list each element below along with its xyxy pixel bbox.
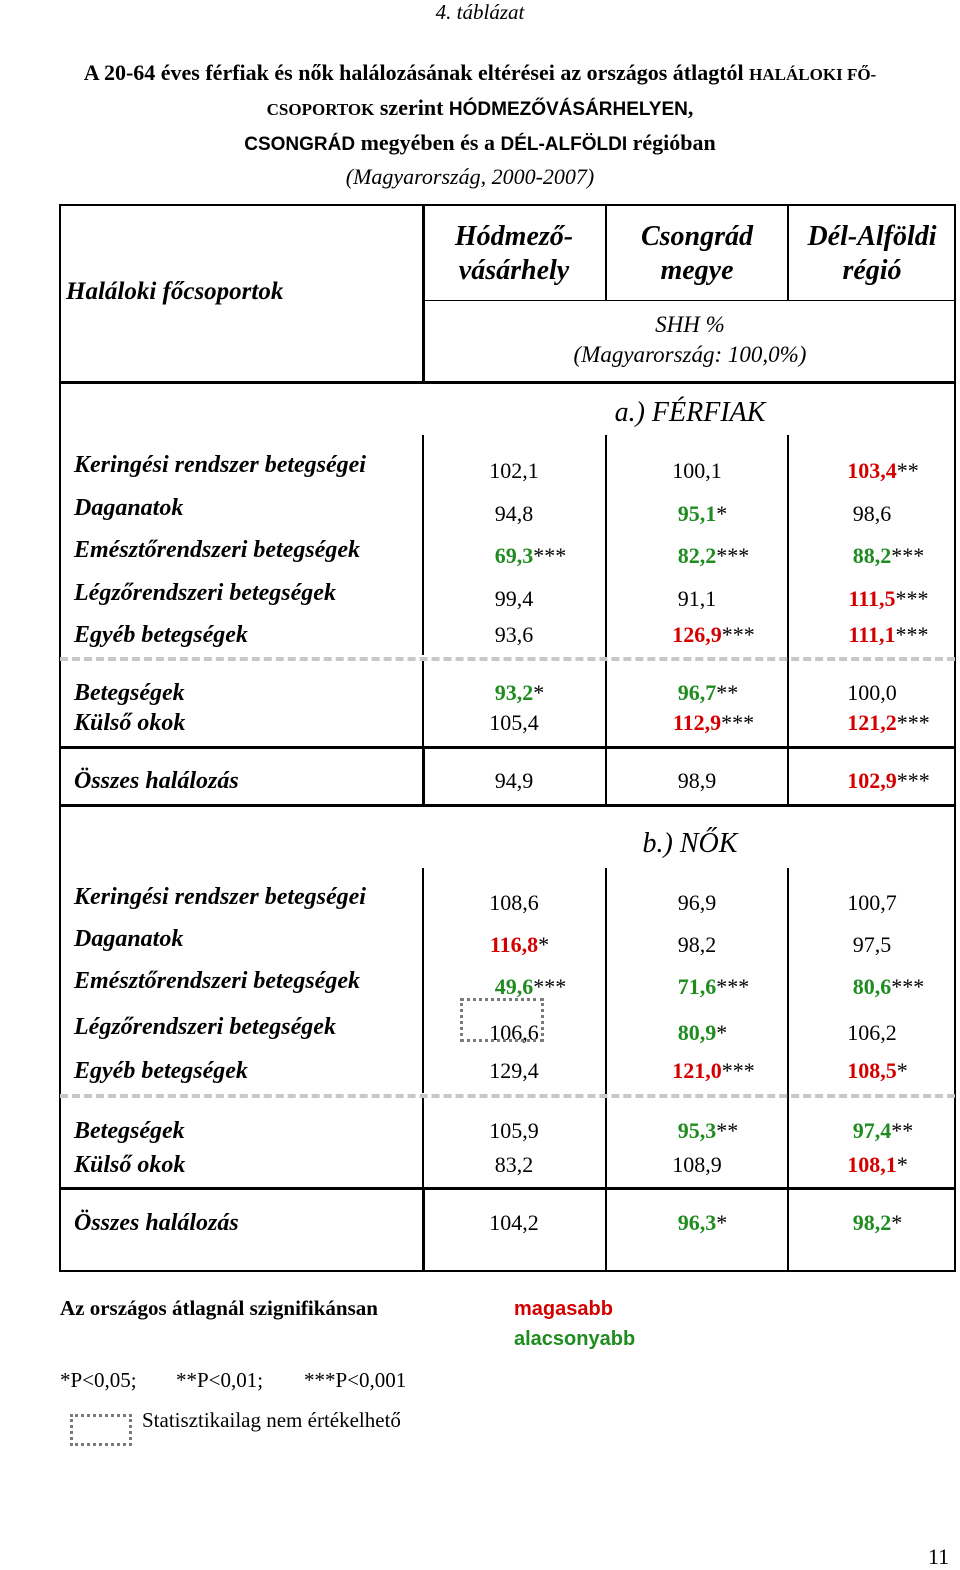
women-row-r7-col2 xyxy=(607,1152,787,1178)
men-row-r4-col1 xyxy=(424,586,604,612)
header-csongrad: Csongrád megye xyxy=(640,221,754,286)
women-r5-value-3: 108,5 xyxy=(847,1058,897,1083)
women-r4-value-1: 106,6 xyxy=(489,1020,539,1045)
men-row-r2-col2 xyxy=(607,501,787,527)
table-subtitle: (Magyarország, 2000-2007) xyxy=(345,164,595,189)
men-row-r8-label: Összes halálozás xyxy=(74,768,239,794)
women-row-r1-col3 xyxy=(789,890,955,916)
women-r3-value-1: 49,6 xyxy=(494,974,534,999)
men-r5-stars-2: *** xyxy=(721,622,755,647)
men-row-r5-col3 xyxy=(789,622,955,648)
men-r3-value-2: 82,2 xyxy=(677,543,717,568)
men-row-r3-col1 xyxy=(424,543,604,569)
women-row-r1-col1 xyxy=(424,890,604,916)
men-row-r3-col3 xyxy=(789,543,955,569)
men-row-r1-col3 xyxy=(789,458,955,484)
men-r4-stars-3: *** xyxy=(895,586,929,611)
men-row-r4-col3 xyxy=(789,586,955,612)
women-row-r7-col3 xyxy=(789,1152,955,1178)
men-r6-stars-1: * xyxy=(533,680,545,705)
women-row-r6-col1 xyxy=(424,1118,604,1144)
women-r7-stars-3: * xyxy=(896,1152,908,1177)
men-r7-stars-2: *** xyxy=(721,710,755,735)
women-row-r8-col2 xyxy=(607,1210,787,1236)
women-row-r8-col1 xyxy=(424,1210,604,1236)
men-r6-value-3: 100,0 xyxy=(847,680,897,705)
women-row-r4-col3 xyxy=(789,1020,955,1046)
legend-lower: alacsonyabb xyxy=(514,1328,636,1350)
women-row-r3-col3 xyxy=(789,974,955,1000)
men-row-r2-col1 xyxy=(424,501,604,527)
men-r3-stars-1: *** xyxy=(533,543,567,568)
women-r1-value-2: 96,9 xyxy=(677,890,717,915)
women-r3-value-2: 71,6 xyxy=(677,974,717,999)
women-r2-value-1: 116,8 xyxy=(489,932,539,957)
women-r8-stars-3: * xyxy=(891,1210,903,1235)
women-r6-stars-3: ** xyxy=(891,1118,914,1143)
men-row-r1-label: Keringési rendszer betegségei xyxy=(74,452,366,478)
women-r6-value-2: 95,3 xyxy=(677,1118,717,1143)
women-row-r5-col1 xyxy=(424,1058,604,1084)
women-row-r5-label: Egyéb betegségek xyxy=(74,1058,248,1084)
women-row-r2-label: Daganatok xyxy=(74,926,184,952)
women-r5-value-1: 129,4 xyxy=(489,1058,539,1083)
men-r7-value-3: 121,2 xyxy=(847,710,897,735)
women-r4-value-3: 106,2 xyxy=(847,1020,897,1045)
men-r8-value-2: 98,9 xyxy=(677,768,717,793)
women-r5-value-2: 121,0 xyxy=(672,1058,722,1083)
women-row-r4-label: Légzőrendszeri betegségek xyxy=(74,1014,336,1040)
legend-p01: **P<0,01; xyxy=(176,1368,264,1392)
page-number: 11 xyxy=(928,1544,950,1569)
women-row-r3-label: Emésztőrendszeri betegségek xyxy=(74,968,360,994)
men-r8-stars-3: *** xyxy=(896,768,930,793)
men-r5-value-3: 111,1 xyxy=(848,622,896,647)
table-title: A 20-64 éves férfiak és nők halálozásának eltérései az országos átlagtól HALÁLOKI FŐ- CSOPORTOK szerint HÓDMEZŐVÁSÁRHELYEN, CSONGRÁD megyében és a DÉL-ALFÖLDI régióban xyxy=(83,60,877,155)
header-hodmezovasarhely: Hódmező- vásárhely xyxy=(454,221,574,286)
women-row-r2-col3 xyxy=(789,932,955,958)
men-r1-value-3: 103,4 xyxy=(847,458,897,483)
men-row-r8-col2 xyxy=(607,768,787,794)
men-row-r5-label: Egyéb betegségek xyxy=(74,622,248,648)
women-row-r7-label: Külső okok xyxy=(74,1152,186,1178)
men-r1-stars-3: ** xyxy=(896,458,919,483)
women-r4-value-2: 80,9 xyxy=(677,1020,717,1045)
women-r6-value-1: 105,9 xyxy=(489,1118,539,1143)
women-r7-value-1: 83,2 xyxy=(494,1152,534,1177)
men-row-r7-col1 xyxy=(424,710,604,736)
women-row-r5-col2 xyxy=(607,1058,787,1084)
women-r3-value-3: 80,6 xyxy=(852,974,892,999)
men-row-r6-col3 xyxy=(789,680,955,706)
men-row-r7-col2 xyxy=(607,710,787,736)
women-r8-value-1: 104,2 xyxy=(489,1210,539,1235)
men-row-r1-col2 xyxy=(607,458,787,484)
men-r3-stars-3: *** xyxy=(891,543,925,568)
legend-p05: *P<0,05; xyxy=(60,1368,137,1392)
women-row-r2-col1 xyxy=(424,932,604,958)
men-r4-value-3: 111,5 xyxy=(848,586,896,611)
women-r2-value-3: 97,5 xyxy=(852,932,892,957)
legend-not-evaluable: Statisztikailag nem értékelhető xyxy=(142,1408,401,1432)
men-r3-value-1: 69,3 xyxy=(494,543,534,568)
men-r8-value-1: 94,9 xyxy=(494,768,534,793)
men-row-r1-col1 xyxy=(424,458,604,484)
women-r7-value-2: 108,9 xyxy=(672,1152,722,1177)
men-r6-value-1: 93,2 xyxy=(494,680,534,705)
legend-p001: ***P<0,001 xyxy=(304,1368,407,1392)
header-causes: Haláloki főcsoportok xyxy=(66,278,284,305)
men-r5-value-2: 126,9 xyxy=(672,622,722,647)
men-r7-stars-3: *** xyxy=(896,710,930,735)
women-r1-value-3: 100,7 xyxy=(847,890,897,915)
men-r1-value-1: 102,1 xyxy=(489,458,539,483)
men-r7-value-1: 105,4 xyxy=(489,710,539,735)
men-r6-value-2: 96,7 xyxy=(677,680,717,705)
men-row-r5-col2 xyxy=(607,622,787,648)
women-row-r4-col2 xyxy=(607,1020,787,1046)
women-r3-stars-1: *** xyxy=(533,974,567,999)
men-r4-value-1: 99,4 xyxy=(494,586,534,611)
section-men: a.) FÉRFIAK xyxy=(614,397,766,428)
women-row-r8-col3 xyxy=(789,1210,955,1236)
women-row-r3-col2 xyxy=(607,974,787,1000)
men-row-r8-col3 xyxy=(789,768,955,794)
legend-text: Az országos átlagnál szignifikánsan xyxy=(60,1296,378,1320)
women-r4-stars-2: * xyxy=(716,1020,728,1045)
men-row-r4-label: Légzőrendszeri betegségek xyxy=(74,580,336,606)
women-r3-stars-3: *** xyxy=(891,974,925,999)
men-row-r4-col2 xyxy=(607,586,787,612)
men-row-r6-col1 xyxy=(424,680,604,706)
not-evaluable-box xyxy=(460,998,544,1042)
header-unit: SHH % (Magyarország: 100,0%) xyxy=(573,312,807,367)
men-row-r5-col1 xyxy=(424,622,604,648)
table-number: 4. táblázat xyxy=(435,0,525,24)
men-r2-value-2: 95,1 xyxy=(677,501,717,526)
legend-higher: magasabb xyxy=(514,1298,613,1320)
women-r7-value-3: 108,1 xyxy=(847,1152,897,1177)
women-r1-value-1: 108,6 xyxy=(489,890,539,915)
men-r1-value-2: 100,1 xyxy=(672,458,722,483)
women-r2-value-2: 98,2 xyxy=(677,932,717,957)
women-r8-value-3: 98,2 xyxy=(852,1210,892,1235)
men-row-r6-col2 xyxy=(607,680,787,706)
women-row-r5-col3 xyxy=(789,1058,955,1084)
men-r5-value-1: 93,6 xyxy=(494,622,534,647)
women-r8-stars-2: * xyxy=(716,1210,728,1235)
men-row-r3-col2 xyxy=(607,543,787,569)
men-r8-value-3: 102,9 xyxy=(847,768,897,793)
women-row-r3-col1 xyxy=(424,974,604,1000)
men-row-r7-col3 xyxy=(789,710,955,736)
men-r2-value-3: 98,6 xyxy=(852,501,892,526)
women-row-r1-col2 xyxy=(607,890,787,916)
men-r7-value-2: 112,9 xyxy=(672,710,722,735)
men-r2-value-1: 94,8 xyxy=(494,501,534,526)
women-r8-value-2: 96,3 xyxy=(677,1210,717,1235)
women-row-r6-col2 xyxy=(607,1118,787,1144)
women-row-r6-label: Betegségek xyxy=(74,1118,185,1144)
men-r2-stars-2: * xyxy=(716,501,728,526)
men-row-r7-label: Külső okok xyxy=(74,710,186,736)
women-r6-stars-2: ** xyxy=(716,1118,739,1143)
men-r3-stars-2: *** xyxy=(716,543,750,568)
header-del-alfold: Dél-Alföldi régió xyxy=(807,221,937,286)
women-row-r1-label: Keringési rendszer betegségei xyxy=(74,884,366,910)
women-row-r6-col3 xyxy=(789,1118,955,1144)
men-row-r2-label: Daganatok xyxy=(74,495,184,521)
women-r5-stars-3: * xyxy=(896,1058,908,1083)
women-r3-stars-2: *** xyxy=(716,974,750,999)
women-r6-value-3: 97,4 xyxy=(852,1118,892,1143)
women-r2-stars-1: * xyxy=(538,932,550,957)
women-row-r2-col2 xyxy=(607,932,787,958)
men-row-r3-label: Emésztőrendszeri betegségek xyxy=(74,537,360,563)
men-row-r6-label: Betegségek xyxy=(74,680,185,706)
section-women: b.) NŐK xyxy=(642,828,738,859)
men-row-r8-col1 xyxy=(424,768,604,794)
legend-dotted-box xyxy=(70,1414,132,1446)
women-r5-stars-2: *** xyxy=(721,1058,755,1083)
men-r6-stars-2: ** xyxy=(716,680,739,705)
men-r4-value-2: 91,1 xyxy=(677,586,717,611)
men-row-r2-col3 xyxy=(789,501,955,527)
women-row-r8-label: Összes halálozás xyxy=(74,1210,239,1236)
women-row-r7-col1 xyxy=(424,1152,604,1178)
men-r3-value-3: 88,2 xyxy=(852,543,892,568)
men-r5-stars-3: *** xyxy=(895,622,929,647)
